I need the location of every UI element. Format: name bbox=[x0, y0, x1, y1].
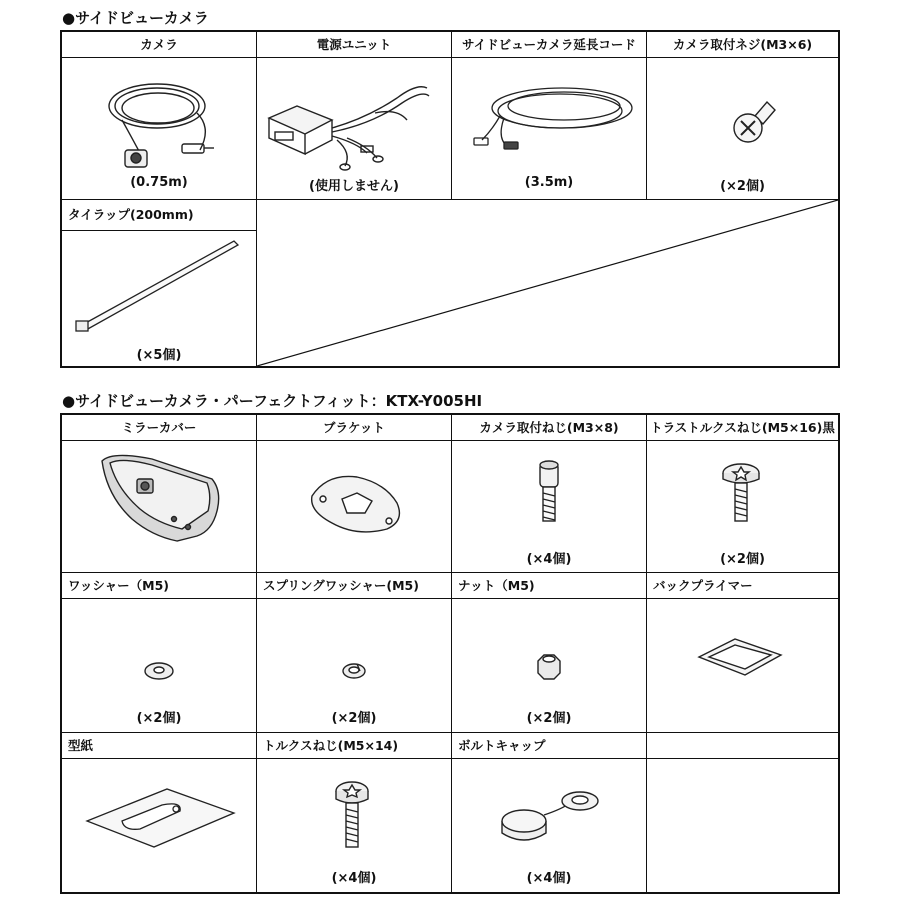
part-label: カメラ bbox=[62, 32, 256, 58]
part-cell-truss-torx-screw bbox=[647, 415, 838, 572]
part-cell-torx-screw bbox=[257, 733, 452, 892]
part-quantity: (3.5m) bbox=[524, 175, 574, 190]
part-label: サイドビューカメラ延長コード bbox=[452, 32, 646, 58]
part-label: 型紙 bbox=[62, 733, 256, 759]
screw-illustration bbox=[647, 58, 838, 178]
primer-pad-illustration bbox=[647, 599, 838, 699]
nut-illustration bbox=[452, 599, 646, 699]
section-title-side-view-camera: ●サイドビューカメラ bbox=[62, 9, 209, 27]
camera-illustration bbox=[62, 58, 256, 178]
part-label: 電源ユニット bbox=[257, 32, 451, 58]
part-label: カメラ取付ねじ(M3×8) bbox=[452, 415, 646, 441]
part-quantity: (×4個) bbox=[526, 552, 572, 567]
part-label: ブラケット bbox=[257, 415, 451, 441]
part-quantity: (×2個) bbox=[526, 711, 572, 726]
part-quantity: (×4個) bbox=[526, 871, 572, 886]
part-label: バックプライマー bbox=[647, 573, 838, 599]
part-cell-tie-wrap bbox=[62, 200, 257, 366]
part-cell-back-primer bbox=[647, 573, 838, 732]
part-label: トルクスねじ(M5×14) bbox=[257, 733, 451, 759]
part-cell-camera bbox=[62, 32, 257, 199]
part-quantity: (×2個) bbox=[331, 711, 377, 726]
part-quantity: (×5個) bbox=[136, 348, 182, 363]
part-cell-power-unit bbox=[257, 32, 452, 199]
part-quantity: (×2個) bbox=[720, 179, 765, 194]
washer-illustration bbox=[62, 599, 256, 699]
part-quantity: (使用しません) bbox=[309, 179, 399, 194]
table-row bbox=[62, 200, 838, 366]
part-cell-bracket bbox=[257, 415, 452, 572]
part-label: カメラ取付ネジ(M3×6) bbox=[647, 32, 838, 58]
power-unit-illustration bbox=[257, 58, 451, 178]
empty-cell bbox=[647, 733, 838, 892]
spring-washer-illustration bbox=[257, 599, 451, 699]
parts-table-side-view-camera bbox=[60, 30, 840, 368]
table-row bbox=[62, 415, 838, 572]
part-quantity: (×4個) bbox=[331, 871, 377, 886]
part-label: ミラーカバー bbox=[62, 415, 256, 441]
empty-cell bbox=[257, 200, 838, 366]
part-label bbox=[647, 733, 838, 759]
bracket-illustration bbox=[257, 441, 451, 571]
part-cell-bolt-cap bbox=[452, 733, 647, 892]
part-quantity: (×2個) bbox=[720, 552, 765, 567]
screw-illustration bbox=[647, 441, 838, 541]
part-label: トラストルクスねじ(M5×16)黒 bbox=[647, 415, 838, 441]
screw-illustration bbox=[452, 441, 646, 541]
screw-illustration bbox=[257, 759, 451, 869]
parts-table-perfect-fit bbox=[60, 413, 840, 894]
template-sheet-illustration bbox=[62, 759, 256, 869]
part-cell-template bbox=[62, 733, 257, 892]
part-label: ボルトキャップ bbox=[452, 733, 646, 759]
part-quantity: (×2個) bbox=[136, 711, 182, 726]
part-quantity: (0.75m) bbox=[130, 175, 188, 190]
bolt-cap-illustration bbox=[452, 759, 646, 869]
part-cell-mirror-cover bbox=[62, 415, 257, 572]
part-cell-spring-washer bbox=[257, 573, 452, 732]
mirror-cover-illustration bbox=[62, 441, 256, 571]
part-label: ワッシャー（M5) bbox=[62, 573, 256, 599]
tie-wrap-illustration bbox=[62, 231, 256, 336]
part-cell-washer bbox=[62, 573, 257, 732]
part-cell-nut bbox=[452, 573, 647, 732]
part-label: ナット（M5) bbox=[452, 573, 646, 599]
part-cell-extension-cord bbox=[452, 32, 647, 199]
table-row bbox=[62, 573, 838, 732]
extension-cord-illustration bbox=[452, 58, 646, 178]
part-cell-camera-screw-m3x6 bbox=[647, 32, 838, 199]
part-label: タイラップ(200mm) bbox=[62, 200, 256, 231]
table-row bbox=[62, 733, 838, 892]
empty-diagonal bbox=[257, 200, 838, 366]
part-cell-camera-screw-m3x8 bbox=[452, 415, 647, 572]
section-title-perfect-fit: ●サイドビューカメラ・パーフェクトフィット：KTX-Y005HI bbox=[62, 392, 483, 410]
part-label: スプリングワッシャー(M5) bbox=[257, 573, 451, 599]
table-row bbox=[62, 32, 838, 199]
